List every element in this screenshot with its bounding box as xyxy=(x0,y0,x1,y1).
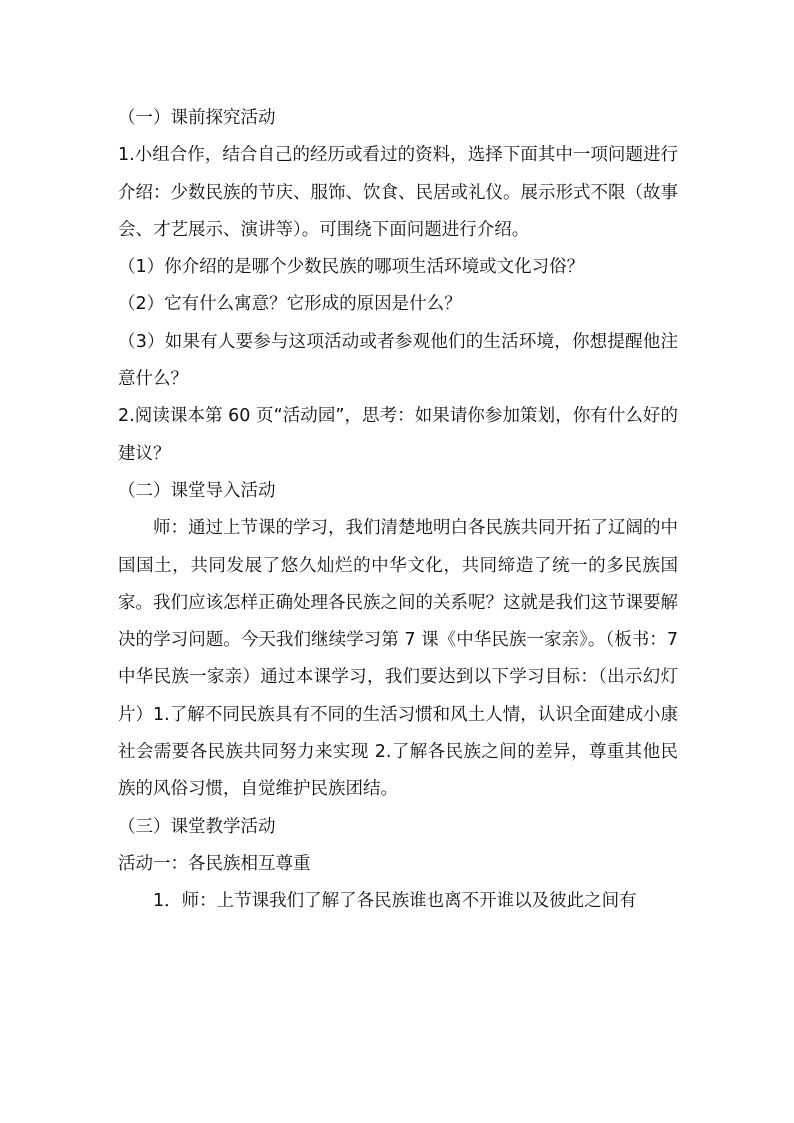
document-body xyxy=(118,100,678,921)
activity-heading-1: 活动一：各民族相互尊重 xyxy=(118,853,311,874)
section-heading-class-teaching: （三）课堂教学活动 xyxy=(118,816,276,837)
task-item-2: 2.阅读课本第 60 页“活动园”，思考：如果请你参加策划，你有什么好的建议？ xyxy=(118,406,678,464)
question-item-2: （2）它有什么寓意？它形成的原因是什么？ xyxy=(118,294,462,315)
section-heading-class-intro: （二）课堂导入活动 xyxy=(118,480,276,501)
question-item-3: （3）如果有人要参与这项活动或者参观他们的生活环境，你想提醒他注意什么？ xyxy=(118,331,678,390)
task-item-1: 1.小组合作，结合自己的经历或看过的资料，选择下面其中一项问题进行介绍：少数民族的节庆、服饰、饮食、民居或礼仪。展示形式不限（故事会、才艺展示、演讲等）。可围绕下面问题进行介绍。 xyxy=(118,145,678,240)
activity-1-item-1: 1．师：上节课我们了解了各民族谁也离不开谁以及彼此之间有 xyxy=(153,891,637,912)
section-heading-pre-class: （一）课前探究活动 xyxy=(118,108,276,128)
intro-paragraph: 师：通过上节课的学习，我们清楚地明白各民族共同开拓了辽阔的中国国土，共同发展了悠久灿烂的中华文化，共同缔造了统一的多民族国家。我们应该怎样正确处理各民族之间的关系呢？这就是我们这节课要解决的学习问题。今天我们继续学习第 7 课《中华民族一家亲》。（板书：7 中华民族一家亲）通过本课学习，我们要达到以下学习目标：（出示幻灯片）1.了解不同民族具有不同的生活习惯和风土人情，认识全面建成小康社会需要各民族共同努力来实现 2.了解各民族之间的差异，尊重其他民族的风俗习惯，自觉维护民族团结。 xyxy=(118,518,678,800)
question-item-1: （1）你介绍的是哪个少数民族的哪项生活环境或文化习俗？ xyxy=(118,257,585,278)
